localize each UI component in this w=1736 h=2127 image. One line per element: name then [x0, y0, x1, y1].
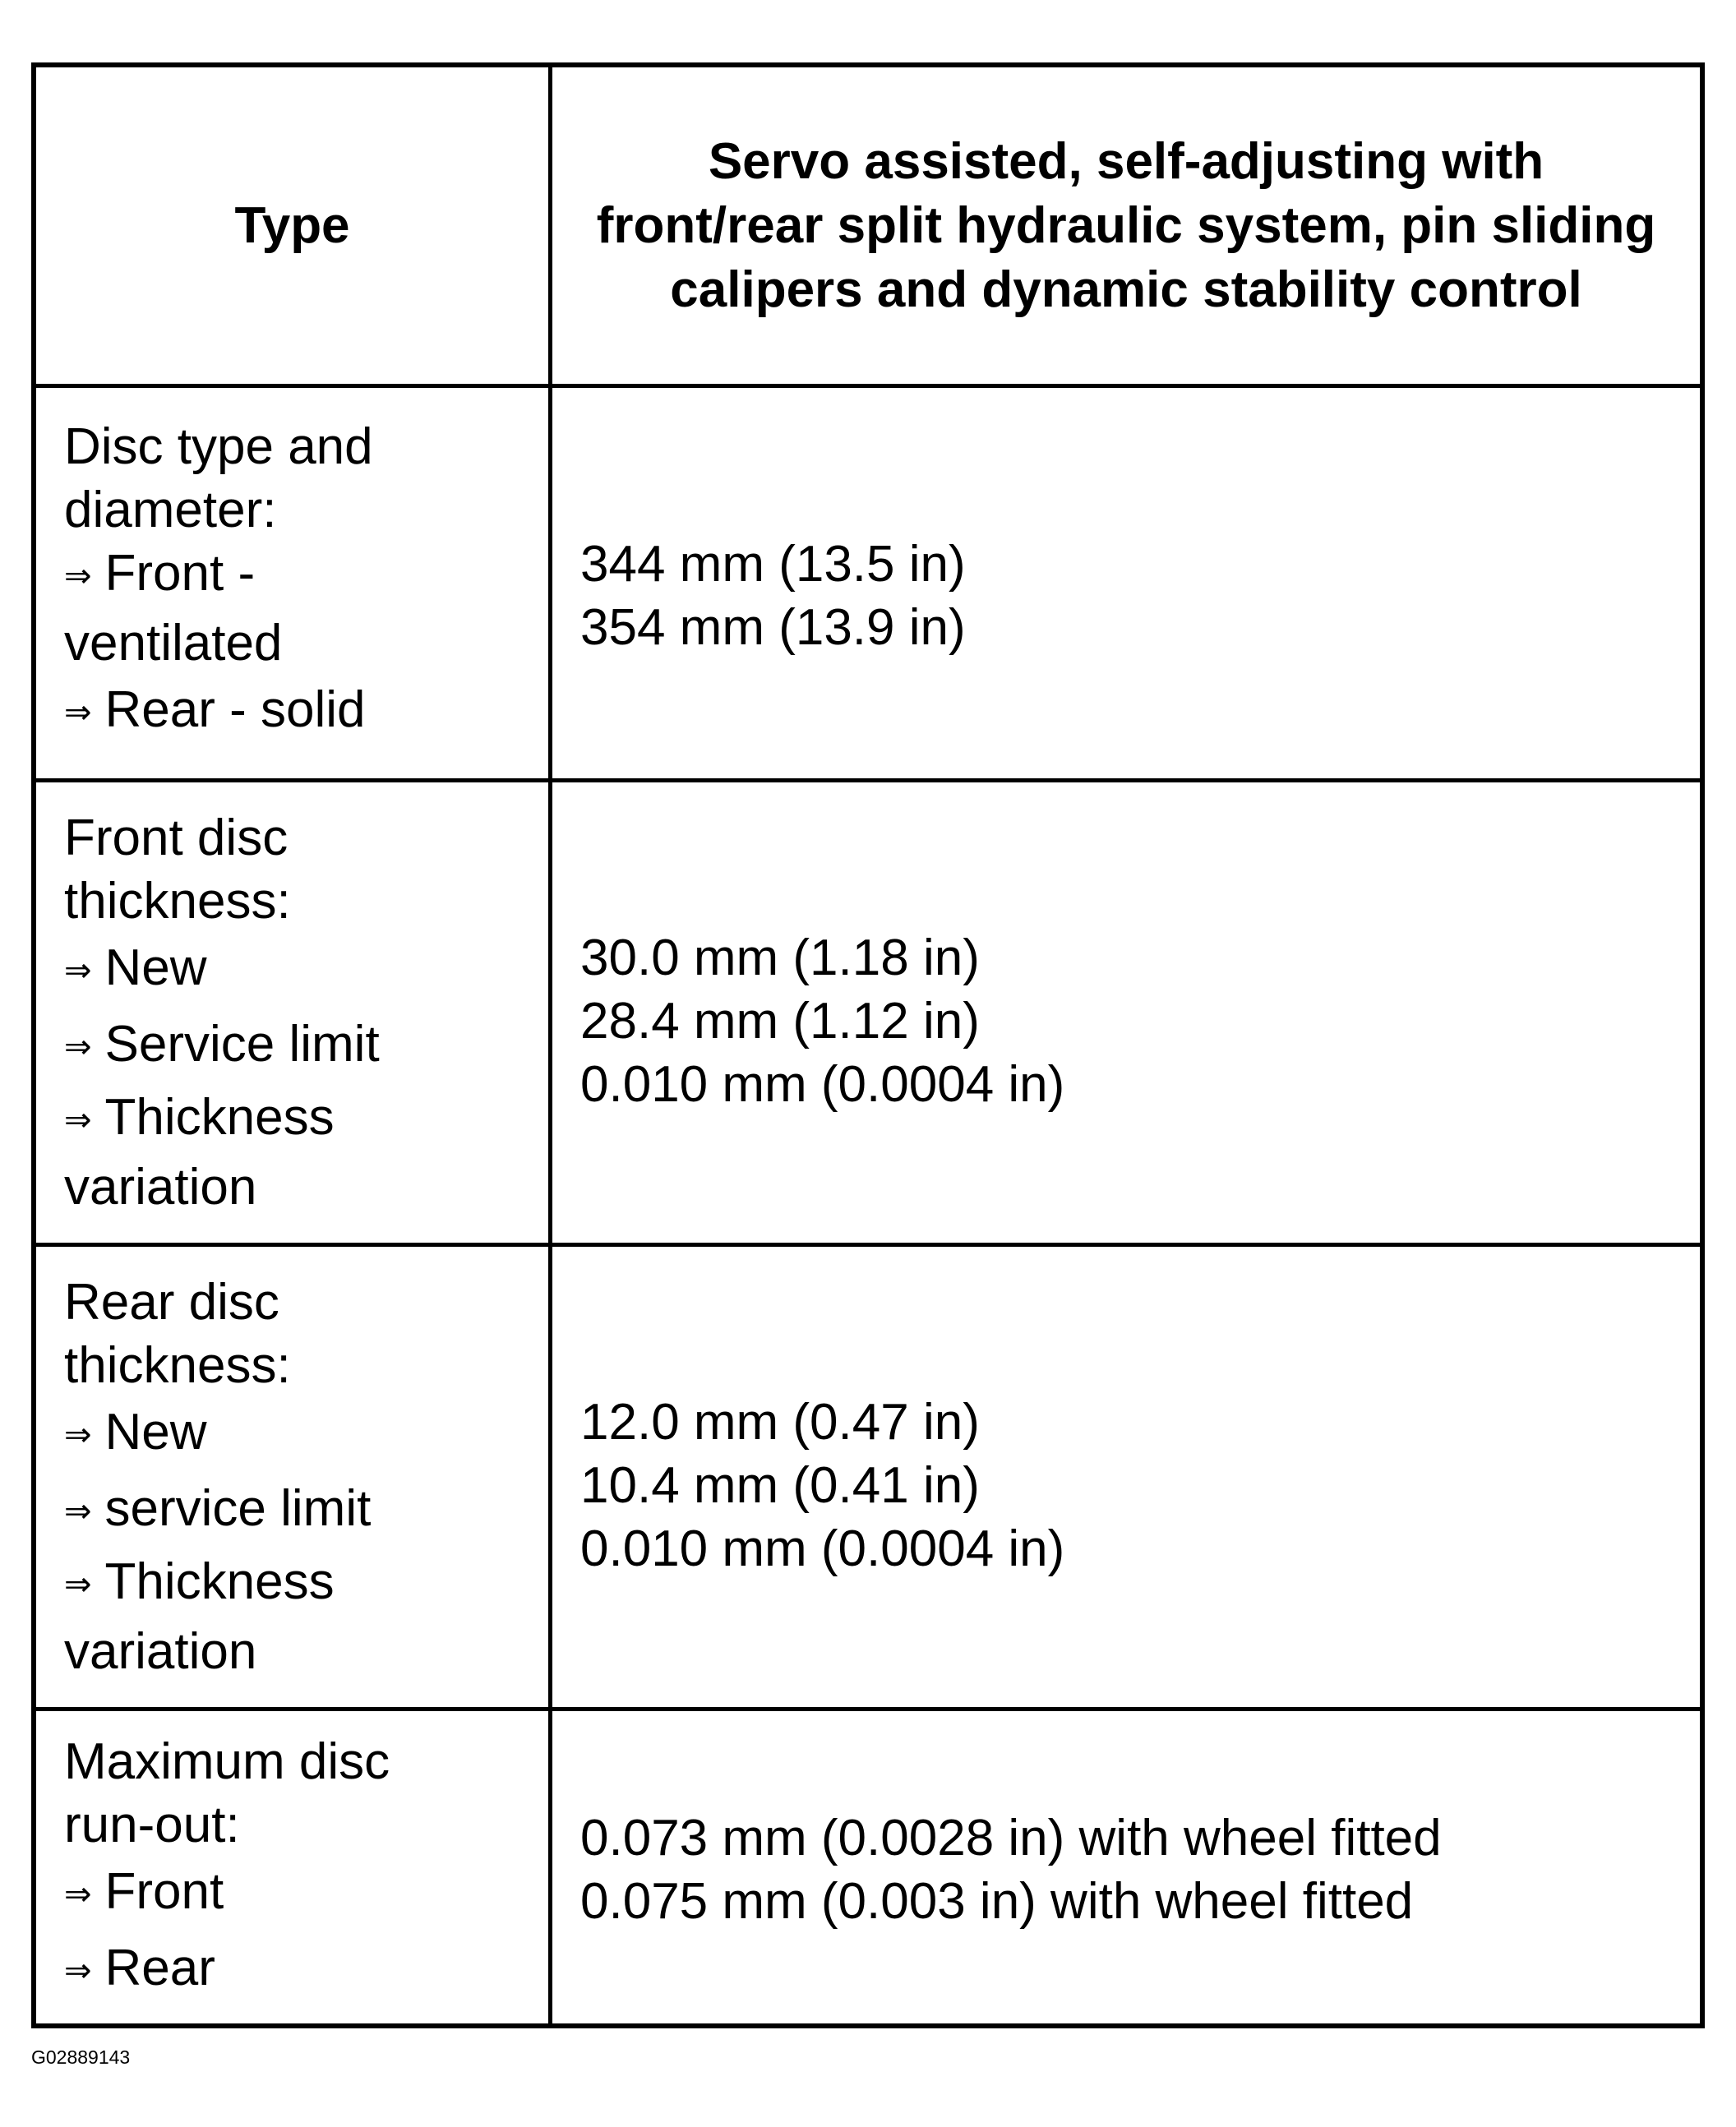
sub-item: [64, 1550, 393, 1683]
table-row: [36, 778, 1700, 1243]
sub-item: [64, 1857, 548, 1933]
value-text: 28.4 mm (1.12 in): [580, 992, 980, 1050]
value-cell: [552, 1711, 1700, 2028]
value-text: 30.0 mm (1.18 in): [580, 929, 980, 986]
header-description: Servo assisted, self-adjusting with front/rear split hydraulic system, pin sliding calipers and dynamic stability control: [596, 132, 1656, 318]
arrow-icon: ⇒: [64, 1101, 92, 1139]
arrow-icon: ⇒: [64, 1028, 92, 1066]
value-cell: [552, 1247, 1700, 1707]
parameter-title: Front disc thickness:: [64, 810, 291, 930]
sub-item: [64, 1086, 393, 1219]
parameter-title: Rear disc thickness:: [64, 1274, 291, 1394]
sub-item: [64, 1474, 548, 1550]
sub-item: [64, 1397, 548, 1474]
header-description-cell: [552, 67, 1700, 384]
sub-item-label: New: [104, 1404, 207, 1460]
header-type-label: Type: [234, 196, 350, 254]
table-row: [36, 1707, 1700, 2028]
value-list: [580, 926, 1700, 1116]
parameter-cell: [36, 1711, 548, 2028]
parameter-cell: [36, 1247, 548, 1707]
value-text: 354 mm (13.9 in): [580, 598, 966, 656]
arrow-icon: ⇒: [64, 1566, 92, 1603]
sub-item-label: Rear: [104, 1940, 215, 1996]
table-row: [36, 384, 1700, 778]
sub-item-label: service limit: [104, 1480, 372, 1537]
value-text: 0.073 mm (0.0028 in) with wheel fitted: [580, 1810, 1442, 1866]
value-cell: [552, 782, 1700, 1243]
sub-item-label: New: [104, 939, 207, 996]
arrow-icon: ⇒: [64, 557, 92, 595]
sub-item-label: Thickness variation: [64, 1089, 335, 1216]
sub-item-label: Front - ventilated: [64, 545, 283, 671]
arrow-icon: ⇒: [64, 1416, 92, 1454]
table-row: [36, 1243, 1700, 1707]
parameter-title: Disc type and diameter:: [64, 418, 373, 538]
value-text: 0.075 mm (0.003 in) with wheel fitted: [580, 1873, 1414, 1930]
sub-item: [64, 1933, 548, 2009]
sub-item: [64, 542, 393, 675]
arrow-icon: ⇒: [64, 952, 92, 990]
brake-spec-table: [31, 62, 1705, 2028]
parameter-cell: [36, 782, 548, 1243]
value-text: 10.4 mm (0.41 in): [580, 1456, 980, 1514]
value-text: 12.0 mm (0.47 in): [580, 1393, 980, 1451]
arrow-icon: ⇒: [64, 1493, 92, 1530]
value-list: [580, 1391, 1700, 1580]
sub-item-label: Front: [104, 1863, 224, 1920]
value-text: 0.010 mm (0.0004 in): [580, 1520, 1065, 1577]
sub-item: [64, 933, 548, 1009]
parameter-title: Maximum disc run-out:: [64, 1733, 390, 1853]
sub-item: [64, 1009, 548, 1086]
parameter-cell: [36, 388, 548, 778]
sub-item-label: Service limit: [104, 1016, 380, 1073]
arrow-icon: ⇒: [64, 1876, 92, 1913]
value-cell: [552, 388, 1700, 778]
arrow-icon: ⇒: [64, 1952, 92, 1990]
table-header-row: [36, 67, 1700, 384]
sub-item-label: Rear - solid: [104, 681, 366, 738]
value-text: 344 mm (13.5 in): [580, 535, 966, 593]
sub-item-label: Thickness variation: [64, 1553, 335, 1680]
sub-item: [64, 675, 548, 751]
arrow-icon: ⇒: [64, 694, 92, 731]
value-text: 0.010 mm (0.0004 in): [580, 1055, 1065, 1113]
value-list: [580, 533, 1700, 659]
value-list: [580, 1806, 1700, 1933]
header-type-cell: [36, 67, 548, 384]
figure-id: G02889143: [31, 2046, 131, 2068]
